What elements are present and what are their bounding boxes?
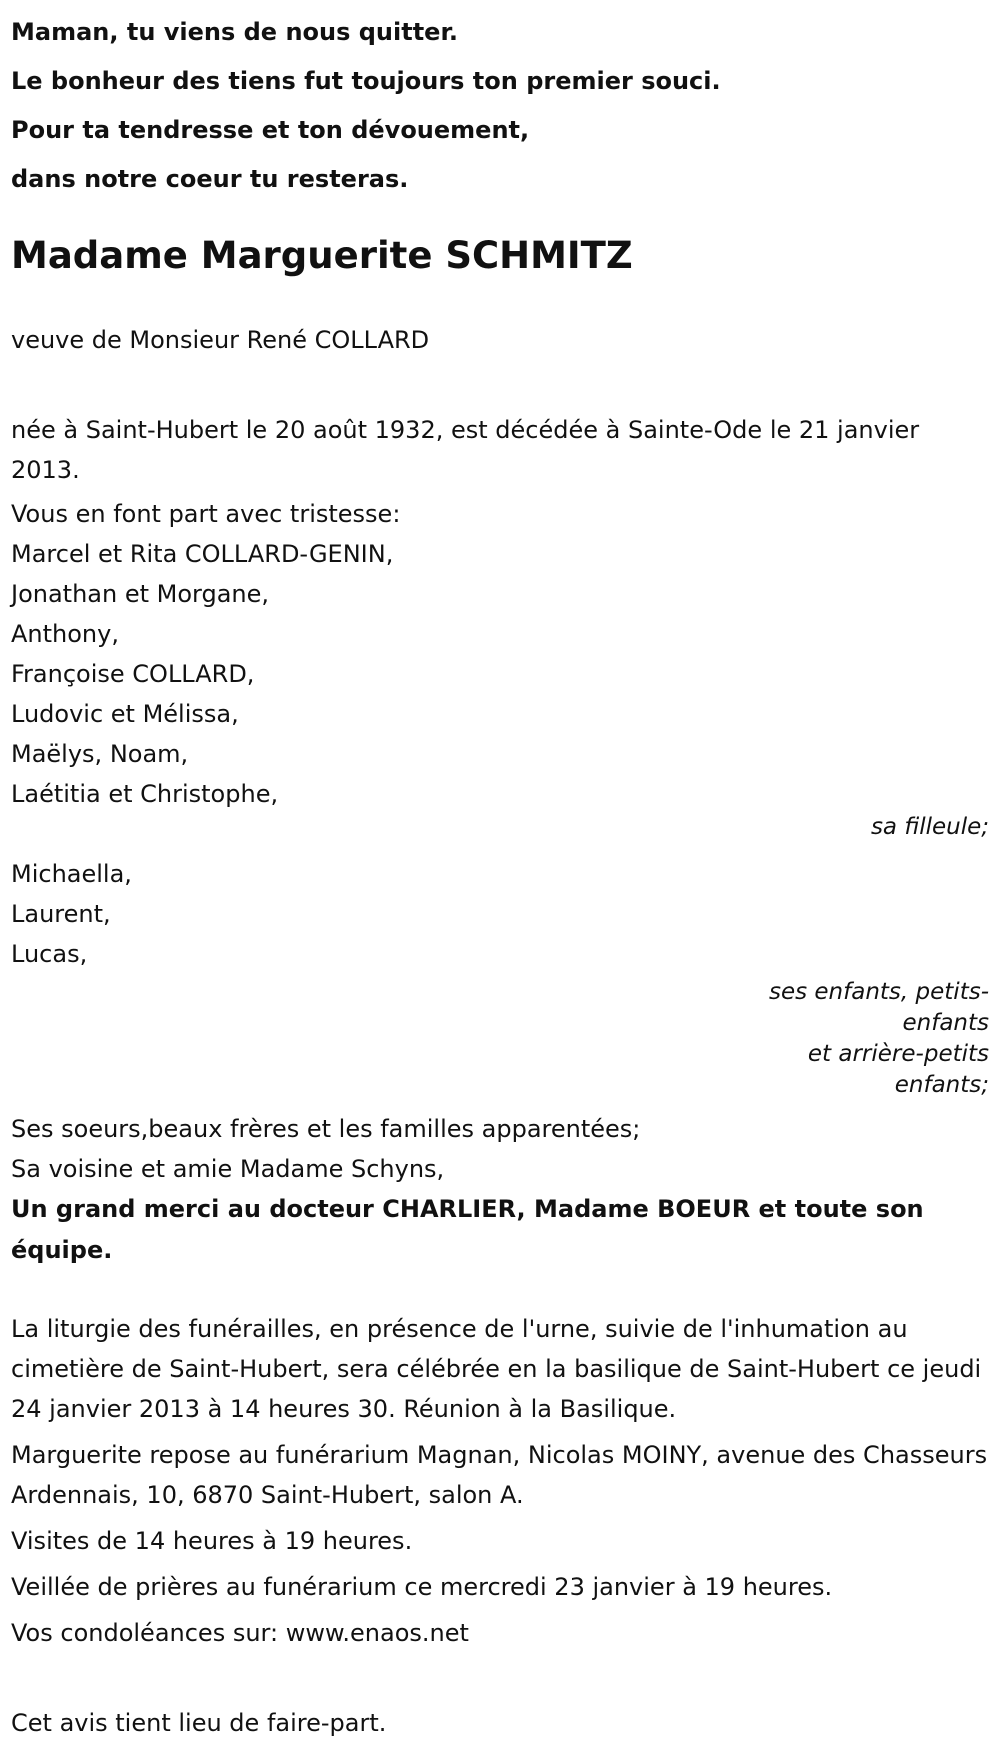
opening-verse xyxy=(11,8,989,204)
family-member: Lucas, xyxy=(11,940,88,968)
family-member: Marcel et Rita COLLARD-GENIN, xyxy=(11,540,394,568)
deceased-name: Madame Marguerite SCHMITZ xyxy=(11,234,633,277)
closing-text: Cet avis tient lieu de faire-part. xyxy=(11,1709,387,1737)
funerarium-text: Marguerite repose au funérarium Magnan, Nicolas MOINY, avenue des Chasseurs Ardennais, 10, 6870 Saint-Hubert, salon A. xyxy=(11,1441,988,1509)
visits-text: Visites de 14 heures à 19 heures. xyxy=(11,1527,413,1555)
birth-death-text: née à Saint-Hubert le 20 août 1932, est décédée à Sainte-Ode le 21 janvier 2013. xyxy=(11,416,920,484)
widow-of: veuve de Monsieur René COLLARD xyxy=(11,326,430,354)
verse-line: dans notre coeur tu resteras. xyxy=(11,165,409,193)
relatives-line: Ses soeurs,beaux frères et les familles apparentées; xyxy=(11,1115,641,1143)
verse-line: Pour ta tendresse et ton dévouement, xyxy=(11,116,530,144)
family-list xyxy=(11,494,989,850)
role-line: enfants; xyxy=(894,1072,989,1098)
family-member: Michaella, xyxy=(11,860,132,888)
family-member: Laétitia et Christophe, xyxy=(11,780,279,808)
relatives-list xyxy=(11,1109,989,1271)
thanks-text: Un grand merci au docteur CHARLIER, Madame BOEUR et toute son équipe. xyxy=(11,1195,924,1264)
family-member: Anthony, xyxy=(11,620,119,648)
vigil-text: Veillée de prières au funérarium ce mercredi 23 janvier à 19 heures. xyxy=(11,1573,833,1601)
role-line: et arrière-petits xyxy=(807,1041,989,1067)
family-member: Laurent, xyxy=(11,900,111,928)
liturgy-text: La liturgie des funérailles, en présence de l'urne, suivie de l'inhumation au cimetière de Saint-Hubert, sera célébrée en la basilique de Saint-Hubert ce jeudi 24 janvier 2013 à 14 heures 30. Réunion à la Basilique. xyxy=(11,1315,982,1423)
verse-line: Le bonheur des tiens fut toujours ton premier souci. xyxy=(11,67,721,95)
family-member: Maëlys, Noam, xyxy=(11,740,189,768)
role-line: ses enfants, petits- xyxy=(768,979,989,1005)
family-member: Françoise COLLARD, xyxy=(11,660,255,688)
family-member: Ludovic et Mélissa, xyxy=(11,700,239,728)
condolences-text: Vos condoléances sur: www.enaos.net xyxy=(11,1619,469,1647)
family-member: Jonathan et Morgane, xyxy=(11,580,270,608)
role-children xyxy=(689,977,989,1101)
role-goddaughter: sa filleule; xyxy=(870,814,989,840)
family-list-2 xyxy=(11,854,989,1101)
role-line: enfants xyxy=(902,1010,989,1036)
announcement-intro: Vous en font part avec tristesse: xyxy=(11,500,401,528)
relatives-line: Sa voisine et amie Madame Schyns, xyxy=(11,1155,445,1183)
obituary-notice xyxy=(0,8,1000,1742)
verse-line: Maman, tu viens de nous quitter. xyxy=(11,18,458,46)
